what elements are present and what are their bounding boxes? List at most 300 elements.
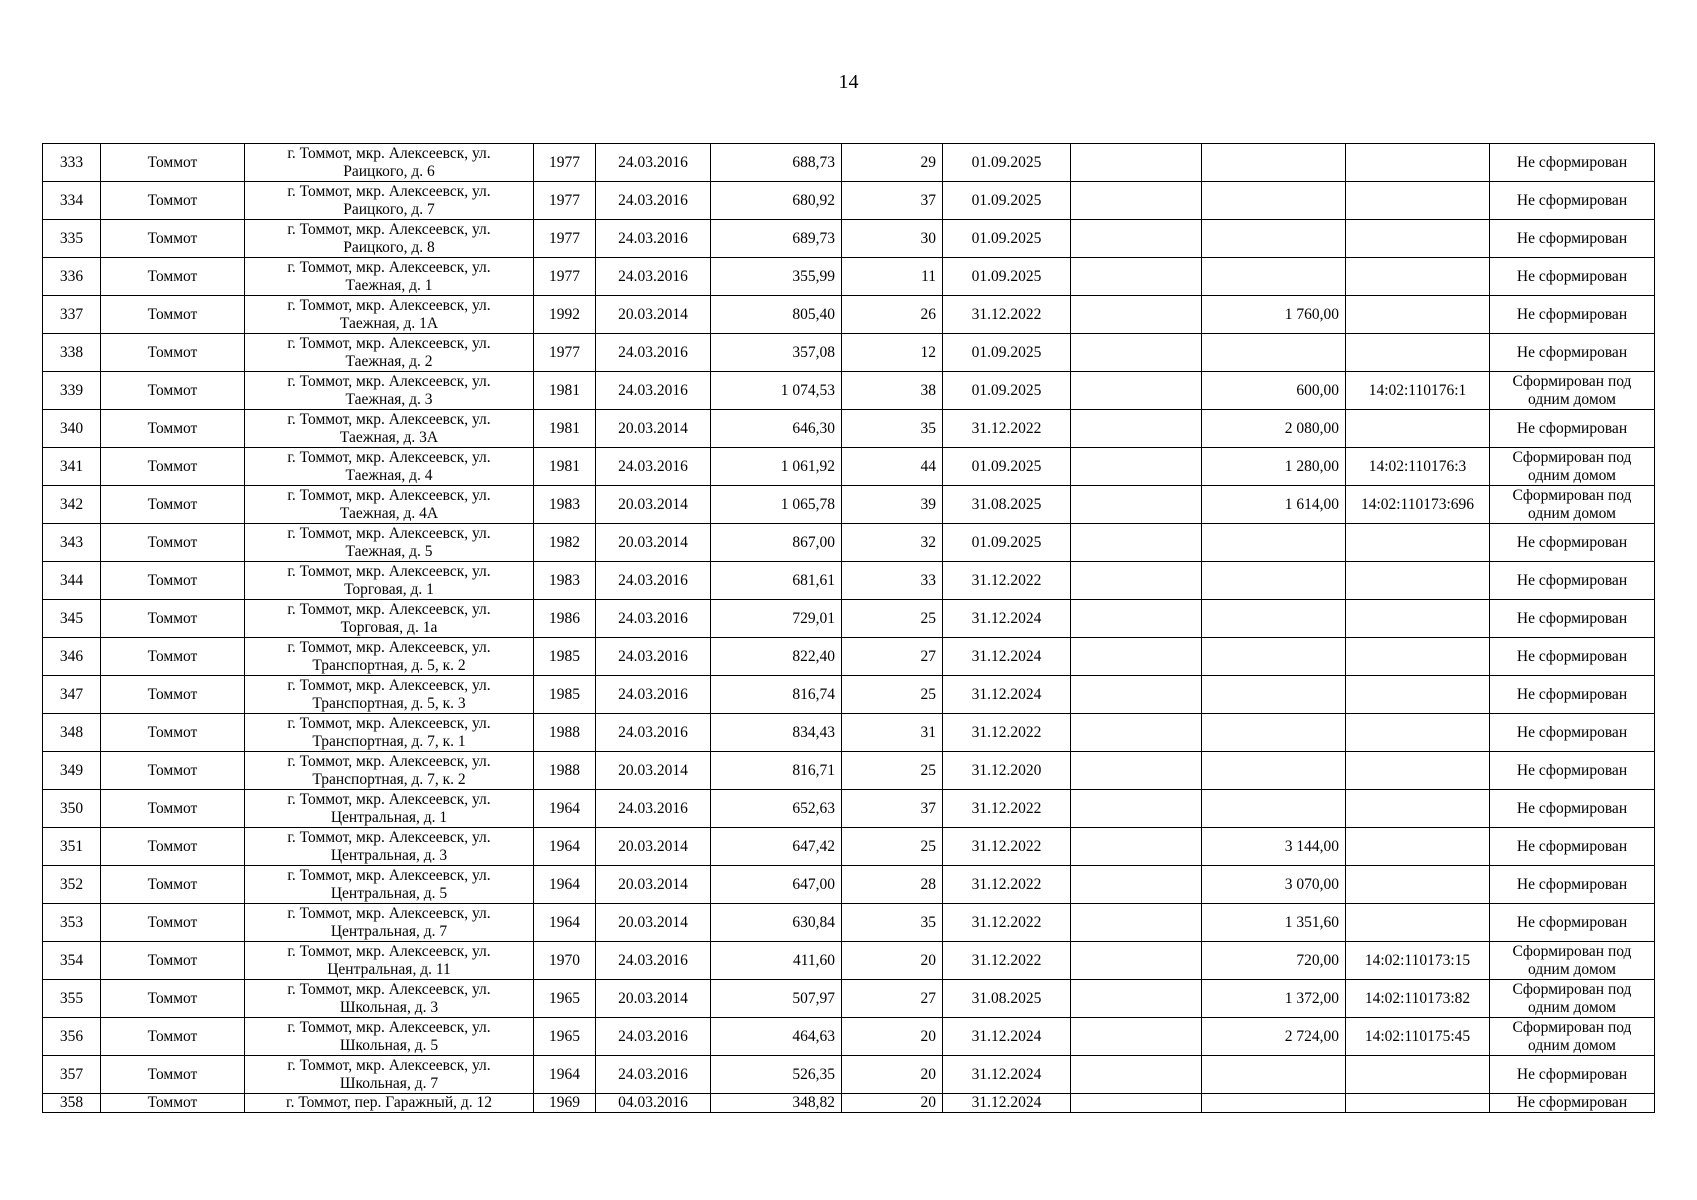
cell-land-area	[1202, 714, 1346, 752]
status-line-1: Не сформирован	[1516, 609, 1628, 627]
cell-number: 336	[43, 258, 101, 296]
cell-address	[245, 372, 534, 410]
cell-land-status	[1490, 600, 1655, 638]
cell-recognition-date: 24.03.2016	[596, 448, 711, 486]
address-line-2: Раицкого, д. 7	[343, 200, 435, 218]
cell-recognition-date: 24.03.2016	[596, 182, 711, 220]
cell-number: 334	[43, 182, 101, 220]
cell-cadastral-number	[1346, 600, 1490, 638]
cell-living-area: 355,99	[711, 258, 842, 296]
cell-residents: 11	[842, 258, 943, 296]
cell-land-area	[1202, 334, 1346, 372]
table-row	[43, 942, 1655, 980]
cell-settlement: Томмот	[101, 676, 245, 714]
address-line-2: Таежная, д. 1	[345, 276, 433, 294]
cell-living-area: 647,42	[711, 828, 842, 866]
cell-settlement: Томмот	[101, 182, 245, 220]
cell-residents: 32	[842, 524, 943, 562]
status-line-1: Сформирован под	[1512, 448, 1632, 466]
address-line-2: Раицкого, д. 8	[343, 238, 435, 256]
status-line-1: Не сформирован	[1516, 191, 1628, 209]
cell-empty-1	[1071, 1056, 1202, 1094]
address-line-2: Торговая, д. 1	[344, 580, 434, 598]
cell-cadastral-number	[1346, 524, 1490, 562]
cell-land-status	[1490, 448, 1655, 486]
cell-living-area: 1 065,78	[711, 486, 842, 524]
cell-land-area	[1202, 1094, 1346, 1113]
cell-recognition-date: 20.03.2014	[596, 980, 711, 1018]
cell-address	[245, 486, 534, 524]
cell-settlement: Томмот	[101, 486, 245, 524]
cell-empty-1	[1071, 448, 1202, 486]
cell-year-built: 1965	[534, 980, 596, 1018]
housing-registry-table	[42, 143, 1655, 1113]
cell-planned-date: 31.12.2024	[943, 1094, 1071, 1113]
cell-land-status	[1490, 296, 1655, 334]
cell-living-area: 348,82	[711, 1094, 842, 1113]
cell-empty-1	[1071, 182, 1202, 220]
cell-residents: 25	[842, 676, 943, 714]
cell-land-area	[1202, 638, 1346, 676]
status-line-1: Не сформирован	[1516, 799, 1628, 817]
cell-number: 337	[43, 296, 101, 334]
cell-settlement: Томмот	[101, 144, 245, 182]
cell-year-built: 1981	[534, 372, 596, 410]
address-line-2: Школьная, д. 3	[339, 998, 439, 1016]
cell-recognition-date: 20.03.2014	[596, 296, 711, 334]
cell-land-status	[1490, 562, 1655, 600]
address-line-1: г. Томмот, мкр. Алексеевск, ул.	[287, 638, 491, 656]
cell-address	[245, 258, 534, 296]
address-line-1: г. Томмот, мкр. Алексеевск, ул.	[287, 1056, 491, 1074]
cell-cadastral-number: 14:02:110173:696	[1346, 486, 1490, 524]
cell-empty-1	[1071, 410, 1202, 448]
cell-land-status	[1490, 1018, 1655, 1056]
cell-land-status	[1490, 410, 1655, 448]
cell-land-area	[1202, 790, 1346, 828]
cell-land-area: 1 280,00	[1202, 448, 1346, 486]
cell-residents: 35	[842, 904, 943, 942]
cell-empty-1	[1071, 334, 1202, 372]
status-line-1: Не сформирован	[1516, 419, 1628, 437]
cell-living-area: 834,43	[711, 714, 842, 752]
cell-residents: 20	[842, 1056, 943, 1094]
cell-number: 353	[43, 904, 101, 942]
cell-living-area: 816,74	[711, 676, 842, 714]
status-line-1: Не сформирован	[1516, 647, 1628, 665]
cell-empty-1	[1071, 828, 1202, 866]
table-row	[43, 866, 1655, 904]
cell-address	[245, 182, 534, 220]
address-line-2: Транспортная, д. 7, к. 2	[312, 770, 466, 788]
cell-empty-1	[1071, 220, 1202, 258]
address-line-1: г. Томмот, мкр. Алексеевск, ул.	[287, 220, 491, 238]
cell-empty-1	[1071, 524, 1202, 562]
address-line-1: г. Томмот, мкр. Алексеевск, ул.	[287, 714, 491, 732]
cell-number: 354	[43, 942, 101, 980]
status-line-1: Не сформирован	[1516, 229, 1628, 247]
cell-empty-1	[1071, 980, 1202, 1018]
table-row	[43, 220, 1655, 258]
status-line-1: Не сформирован	[1516, 1094, 1628, 1111]
cell-living-area: 805,40	[711, 296, 842, 334]
cell-recognition-date: 24.03.2016	[596, 676, 711, 714]
cell-empty-1	[1071, 1018, 1202, 1056]
cell-land-area	[1202, 1056, 1346, 1094]
status-line-1: Сформирован под	[1512, 1018, 1632, 1036]
cell-cadastral-number	[1346, 334, 1490, 372]
address-line-1: г. Томмот, мкр. Алексеевск, ул.	[287, 334, 491, 352]
address-line-1: г. Томмот, мкр. Алексеевск, ул.	[287, 296, 491, 314]
cell-land-status	[1490, 790, 1655, 828]
cell-land-status	[1490, 524, 1655, 562]
cell-settlement: Томмот	[101, 1056, 245, 1094]
cell-empty-1	[1071, 258, 1202, 296]
cell-land-status	[1490, 486, 1655, 524]
cell-address	[245, 752, 534, 790]
table-row	[43, 904, 1655, 942]
address-line-1: г. Томмот, мкр. Алексеевск, ул.	[287, 828, 491, 846]
table-row	[43, 600, 1655, 638]
cell-settlement: Томмот	[101, 942, 245, 980]
cell-number: 350	[43, 790, 101, 828]
cell-number: 348	[43, 714, 101, 752]
address-line-2: Транспортная, д. 5, к. 3	[312, 694, 466, 712]
address-line-2: Центральная, д. 7	[330, 922, 448, 940]
cell-planned-date: 31.12.2024	[943, 638, 1071, 676]
cell-planned-date: 31.12.2022	[943, 828, 1071, 866]
table-row	[43, 524, 1655, 562]
table-row	[43, 486, 1655, 524]
cell-empty-1	[1071, 942, 1202, 980]
cell-empty-1	[1071, 638, 1202, 676]
cell-address	[245, 638, 534, 676]
cell-year-built: 1981	[534, 410, 596, 448]
address-line-2: Торговая, д. 1а	[340, 618, 438, 636]
cell-address	[245, 942, 534, 980]
table-row	[43, 752, 1655, 790]
cell-number: 342	[43, 486, 101, 524]
cell-cadastral-number	[1346, 258, 1490, 296]
cell-number: 352	[43, 866, 101, 904]
cell-number: 358	[43, 1094, 101, 1113]
address-line-1: г. Томмот, мкр. Алексеевск, ул.	[287, 600, 491, 618]
address-line-1: г. Томмот, мкр. Алексеевск, ул.	[287, 562, 491, 580]
table-row	[43, 296, 1655, 334]
cell-year-built: 1985	[534, 638, 596, 676]
cell-living-area: 681,61	[711, 562, 842, 600]
cell-address	[245, 334, 534, 372]
cell-year-built: 1977	[534, 144, 596, 182]
cell-land-status	[1490, 980, 1655, 1018]
cell-land-area	[1202, 676, 1346, 714]
cell-year-built: 1977	[534, 182, 596, 220]
cell-settlement: Томмот	[101, 410, 245, 448]
cell-empty-1	[1071, 1094, 1202, 1113]
status-line-1: Не сформирован	[1516, 913, 1628, 931]
cell-land-area	[1202, 562, 1346, 600]
cell-recognition-date: 24.03.2016	[596, 562, 711, 600]
cell-empty-1	[1071, 752, 1202, 790]
cell-settlement: Томмот	[101, 828, 245, 866]
status-line-1: Сформирован под	[1512, 942, 1632, 960]
table-row	[43, 334, 1655, 372]
status-line-2: одним домом	[1528, 390, 1616, 408]
cell-residents: 29	[842, 144, 943, 182]
cell-year-built: 1965	[534, 1018, 596, 1056]
status-line-1: Не сформирован	[1516, 533, 1628, 551]
cell-recognition-date: 24.03.2016	[596, 1056, 711, 1094]
cell-recognition-date: 24.03.2016	[596, 372, 711, 410]
cell-land-status	[1490, 144, 1655, 182]
cell-planned-date: 31.12.2020	[943, 752, 1071, 790]
address-line-2: Центральная, д. 1	[330, 808, 448, 826]
cell-number: 341	[43, 448, 101, 486]
cell-recognition-date: 20.03.2014	[596, 828, 711, 866]
cell-residents: 26	[842, 296, 943, 334]
cell-land-area: 2 080,00	[1202, 410, 1346, 448]
cell-cadastral-number: 14:02:110175:45	[1346, 1018, 1490, 1056]
cell-land-status	[1490, 258, 1655, 296]
cell-living-area: 729,01	[711, 600, 842, 638]
cell-cadastral-number	[1346, 904, 1490, 942]
cell-recognition-date: 24.03.2016	[596, 600, 711, 638]
cell-land-status	[1490, 1056, 1655, 1094]
cell-living-area: 688,73	[711, 144, 842, 182]
address-line-2: Центральная, д. 11	[327, 960, 451, 978]
cell-residents: 38	[842, 372, 943, 410]
cell-year-built: 1988	[534, 752, 596, 790]
cell-planned-date: 31.12.2022	[943, 790, 1071, 828]
address-line-1: г. Томмот, мкр. Алексеевск, ул.	[287, 942, 491, 960]
cell-residents: 37	[842, 182, 943, 220]
cell-cadastral-number	[1346, 144, 1490, 182]
cell-address	[245, 1018, 534, 1056]
cell-cadastral-number	[1346, 638, 1490, 676]
cell-settlement: Томмот	[101, 866, 245, 904]
cell-residents: 25	[842, 600, 943, 638]
status-line-2: одним домом	[1528, 466, 1616, 484]
cell-land-area	[1202, 258, 1346, 296]
status-line-1: Не сформирован	[1516, 305, 1628, 323]
cell-settlement: Томмот	[101, 220, 245, 258]
cell-recognition-date: 24.03.2016	[596, 258, 711, 296]
address-line-2: Таежная, д. 4А	[339, 504, 439, 522]
cell-settlement: Томмот	[101, 1018, 245, 1056]
status-line-2: одним домом	[1528, 960, 1616, 978]
cell-recognition-date: 24.03.2016	[596, 638, 711, 676]
cell-cadastral-number	[1346, 296, 1490, 334]
cell-planned-date: 31.12.2022	[943, 904, 1071, 942]
cell-year-built: 1964	[534, 904, 596, 942]
table-row	[43, 714, 1655, 752]
cell-land-area: 1 760,00	[1202, 296, 1346, 334]
cell-land-status	[1490, 752, 1655, 790]
cell-cadastral-number	[1346, 1094, 1490, 1113]
cell-planned-date: 01.09.2025	[943, 448, 1071, 486]
cell-cadastral-number	[1346, 676, 1490, 714]
address-line-1: г. Томмот, мкр. Алексеевск, ул.	[287, 866, 491, 884]
cell-cadastral-number	[1346, 828, 1490, 866]
cell-planned-date: 31.12.2022	[943, 296, 1071, 334]
table-row	[43, 562, 1655, 600]
cell-living-area: 680,92	[711, 182, 842, 220]
cell-residents: 37	[842, 790, 943, 828]
cell-land-area: 720,00	[1202, 942, 1346, 980]
cell-address	[245, 904, 534, 942]
cell-empty-1	[1071, 372, 1202, 410]
address-line-2: Таежная, д. 1А	[339, 314, 439, 332]
cell-land-status	[1490, 1094, 1655, 1113]
cell-planned-date: 31.12.2022	[943, 714, 1071, 752]
address-line-2: Раицкого, д. 6	[343, 162, 435, 180]
cell-planned-date: 31.12.2024	[943, 600, 1071, 638]
cell-address	[245, 1056, 534, 1094]
cell-land-area: 3 070,00	[1202, 866, 1346, 904]
status-line-1: Не сформирован	[1516, 875, 1628, 893]
cell-living-area: 1 061,92	[711, 448, 842, 486]
cell-year-built: 1981	[534, 448, 596, 486]
status-line-1: Не сформирован	[1516, 343, 1628, 361]
cell-year-built: 1977	[534, 258, 596, 296]
cell-year-built: 1970	[534, 942, 596, 980]
cell-planned-date: 31.12.2022	[943, 410, 1071, 448]
cell-land-area	[1202, 524, 1346, 562]
cell-residents: 27	[842, 980, 943, 1018]
cell-number: 356	[43, 1018, 101, 1056]
cell-planned-date: 31.12.2024	[943, 1056, 1071, 1094]
cell-empty-1	[1071, 790, 1202, 828]
cell-number: 351	[43, 828, 101, 866]
cell-recognition-date: 20.03.2014	[596, 410, 711, 448]
status-line-1: Сформирован под	[1512, 486, 1632, 504]
cell-cadastral-number: 14:02:110173:82	[1346, 980, 1490, 1018]
cell-empty-1	[1071, 714, 1202, 752]
address-line-1: г. Томмот, мкр. Алексеевск, ул.	[287, 410, 491, 428]
cell-cadastral-number: 14:02:110176:1	[1346, 372, 1490, 410]
cell-land-area: 1 614,00	[1202, 486, 1346, 524]
cell-cadastral-number	[1346, 220, 1490, 258]
cell-living-area: 867,00	[711, 524, 842, 562]
table-row	[43, 182, 1655, 220]
cell-planned-date: 31.12.2024	[943, 1018, 1071, 1056]
status-line-2: одним домом	[1528, 504, 1616, 522]
address-line-1: г. Томмот, мкр. Алексеевск, ул.	[287, 1018, 491, 1036]
cell-living-area: 822,40	[711, 638, 842, 676]
cell-living-area: 411,60	[711, 942, 842, 980]
cell-residents: 33	[842, 562, 943, 600]
cell-land-status	[1490, 334, 1655, 372]
address-line-1: г. Томмот, мкр. Алексеевск, ул.	[287, 904, 491, 922]
cell-residents: 28	[842, 866, 943, 904]
cell-planned-date: 31.12.2022	[943, 866, 1071, 904]
cell-recognition-date: 24.03.2016	[596, 144, 711, 182]
cell-residents: 25	[842, 828, 943, 866]
cell-recognition-date: 24.03.2016	[596, 790, 711, 828]
cell-residents: 35	[842, 410, 943, 448]
cell-recognition-date: 20.03.2014	[596, 866, 711, 904]
status-line-1: Не сформирован	[1516, 153, 1628, 171]
cell-land-area: 3 144,00	[1202, 828, 1346, 866]
cell-empty-1	[1071, 144, 1202, 182]
cell-land-status	[1490, 714, 1655, 752]
cell-address	[245, 714, 534, 752]
cell-land-area	[1202, 182, 1346, 220]
status-line-1: Не сформирован	[1516, 837, 1628, 855]
cell-settlement: Томмот	[101, 372, 245, 410]
cell-empty-1	[1071, 904, 1202, 942]
cell-planned-date: 31.12.2024	[943, 676, 1071, 714]
cell-land-area: 600,00	[1202, 372, 1346, 410]
address-line-2: Таежная, д. 3А	[339, 428, 439, 446]
cell-settlement: Томмот	[101, 980, 245, 1018]
cell-living-area: 646,30	[711, 410, 842, 448]
table-row	[43, 790, 1655, 828]
cell-planned-date: 01.09.2025	[943, 182, 1071, 220]
table-row	[43, 1018, 1655, 1056]
cell-land-area	[1202, 600, 1346, 638]
cell-cadastral-number	[1346, 866, 1490, 904]
cell-recognition-date: 20.03.2014	[596, 486, 711, 524]
cell-residents: 20	[842, 1018, 943, 1056]
table-row	[43, 410, 1655, 448]
cell-planned-date: 31.08.2025	[943, 980, 1071, 1018]
cell-address	[245, 866, 534, 904]
cell-settlement: Томмот	[101, 638, 245, 676]
cell-living-area: 630,84	[711, 904, 842, 942]
cell-number: 357	[43, 1056, 101, 1094]
cell-year-built: 1982	[534, 524, 596, 562]
cell-year-built: 1985	[534, 676, 596, 714]
cell-land-area	[1202, 752, 1346, 790]
cell-address	[245, 600, 534, 638]
address-line-2: Центральная, д. 5	[330, 884, 448, 902]
cell-recognition-date: 20.03.2014	[596, 524, 711, 562]
cell-living-area: 816,71	[711, 752, 842, 790]
cell-living-area: 526,35	[711, 1056, 842, 1094]
address-line-1: г. Томмот, мкр. Алексеевск, ул.	[287, 980, 491, 998]
cell-cadastral-number	[1346, 410, 1490, 448]
page-number: 14	[838, 71, 859, 93]
cell-year-built: 1969	[534, 1094, 596, 1113]
cell-living-area: 464,63	[711, 1018, 842, 1056]
cell-empty-1	[1071, 676, 1202, 714]
cell-settlement: Томмот	[101, 600, 245, 638]
cell-land-area: 1 351,60	[1202, 904, 1346, 942]
cell-address	[245, 790, 534, 828]
cell-address	[245, 296, 534, 334]
address-line-2: Транспортная, д. 5, к. 2	[312, 656, 466, 674]
cell-year-built: 1964	[534, 790, 596, 828]
status-line-2: одним домом	[1528, 998, 1616, 1016]
address-line-2: Таежная, д. 5	[345, 542, 433, 560]
cell-land-status	[1490, 676, 1655, 714]
address-line-1: г. Томмот, мкр. Алексеевск, ул.	[287, 258, 491, 276]
cell-number: 346	[43, 638, 101, 676]
cell-living-area: 357,08	[711, 334, 842, 372]
cell-number: 343	[43, 524, 101, 562]
cell-land-status	[1490, 220, 1655, 258]
cell-number: 344	[43, 562, 101, 600]
status-line-1: Не сформирован	[1516, 723, 1628, 741]
status-line-1: Сформирован под	[1512, 980, 1632, 998]
cell-year-built: 1964	[534, 828, 596, 866]
cell-address	[245, 562, 534, 600]
cell-recognition-date: 24.03.2016	[596, 220, 711, 258]
cell-residents: 20	[842, 942, 943, 980]
cell-number: 345	[43, 600, 101, 638]
cell-recognition-date: 24.03.2016	[596, 1018, 711, 1056]
